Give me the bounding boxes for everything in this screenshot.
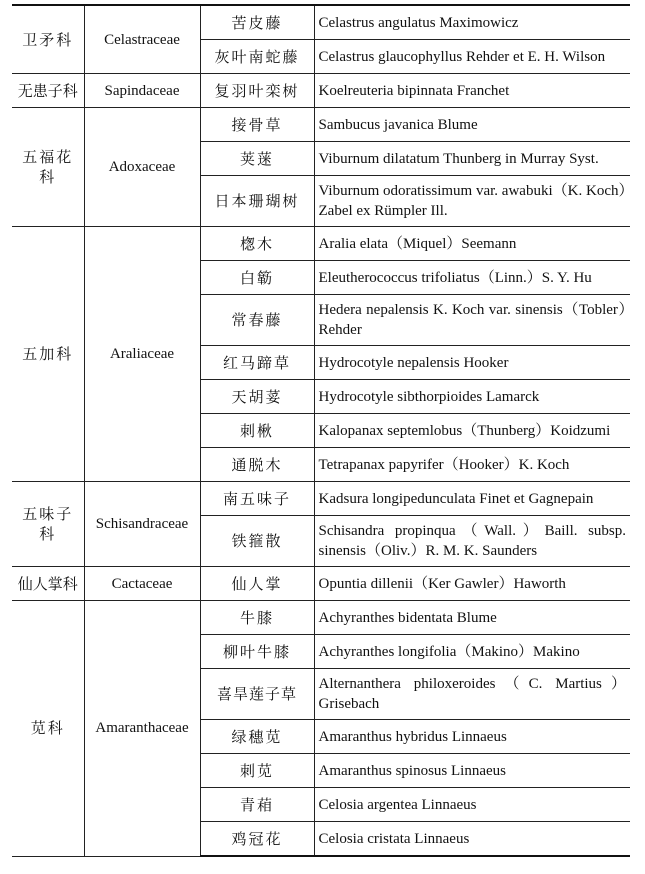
species-scientific-name: Hedera nepalensis K. Koch var. sinensis（Tobler）Rehder [314, 295, 630, 346]
species-scientific-name: Sambucus javanica Blume [314, 108, 630, 142]
family-latin-name: Schisandraceae [84, 482, 200, 567]
species-scientific-name: Viburnum odoratissimum var. awabuki（K. Koch）Zabel ex Rümpler Ill. [314, 176, 630, 227]
species-chinese-name: 日本珊瑚树 [200, 176, 314, 227]
species-chinese-name: 荚蒾 [200, 142, 314, 176]
species-scientific-name: Tetrapanax papyrifer（Hooker）K. Koch [314, 448, 630, 482]
species-scientific-name: Achyranthes longifolia（Makino）Makino [314, 635, 630, 669]
family-chinese-name: 卫矛科 [12, 5, 84, 74]
family-chinese-name: 五加科 [12, 227, 84, 482]
family-chinese-name: 苋科 [12, 601, 84, 857]
species-chinese-name: 红马蹄草 [200, 346, 314, 380]
species-chinese-name: 鸡冠花 [200, 822, 314, 857]
species-chinese-name: 青葙 [200, 788, 314, 822]
species-chinese-name: 南五味子 [200, 482, 314, 516]
species-scientific-name: Opuntia dillenii（Ker Gawler）Haworth [314, 567, 630, 601]
species-scientific-name: Alternanthera philoxeroides（C. Martius）Grisebach [314, 669, 630, 720]
species-chinese-name: 铁箍散 [200, 516, 314, 567]
species-scientific-name: Celastrus glaucophyllus Rehder et E. H. Wilson [314, 40, 630, 74]
species-scientific-name: Kalopanax septemlobus（Thunberg）Koidzumi [314, 414, 630, 448]
species-scientific-name: Hydrocotyle nepalensis Hooker [314, 346, 630, 380]
table-row [12, 567, 630, 601]
species-chinese-name: 白簕 [200, 261, 314, 295]
family-chinese-name: 无患子科 [12, 74, 84, 108]
species-scientific-name: Celosia cristata Linnaeus [314, 822, 630, 857]
species-chinese-name: 天胡荽 [200, 380, 314, 414]
species-chinese-name: 喜旱莲子草 [200, 669, 314, 720]
species-scientific-name: Amaranthus spinosus Linnaeus [314, 754, 630, 788]
species-scientific-name: Eleutherococcus trifoliatus（Linn.）S. Y. Hu [314, 261, 630, 295]
species-chinese-name: 仙人掌 [200, 567, 314, 601]
species-scientific-name: Celosia argentea Linnaeus [314, 788, 630, 822]
species-chinese-name: 刺楸 [200, 414, 314, 448]
species-scientific-name: Kadsura longipedunculata Finet et Gagnepain [314, 482, 630, 516]
family-latin-name: Cactaceae [84, 567, 200, 601]
species-chinese-name: 复羽叶栾树 [200, 74, 314, 108]
species-scientific-name: Hydrocotyle sibthorpioides Lamarck [314, 380, 630, 414]
species-scientific-name: Achyranthes bidentata Blume [314, 601, 630, 635]
species-chinese-name: 刺苋 [200, 754, 314, 788]
species-chinese-name: 通脱木 [200, 448, 314, 482]
table-row [12, 74, 630, 108]
species-chinese-name: 常春藤 [200, 295, 314, 346]
table-row [12, 227, 630, 261]
species-chinese-name: 接骨草 [200, 108, 314, 142]
family-latin-name: Araliaceae [84, 227, 200, 482]
species-chinese-name: 牛膝 [200, 601, 314, 635]
species-scientific-name: Amaranthus hybridus Linnaeus [314, 720, 630, 754]
species-chinese-name: 绿穗苋 [200, 720, 314, 754]
species-scientific-name: Schisandra propinqua（Wall.）Baill. subsp. sinensis（Oliv.）R. M. K. Saunders [314, 516, 630, 567]
table-row [12, 108, 630, 142]
table-row [12, 482, 630, 516]
family-latin-name: Celastraceae [84, 5, 200, 74]
table-row [12, 601, 630, 635]
table-row [12, 5, 630, 40]
species-scientific-name: Koelreuteria bipinnata Franchet [314, 74, 630, 108]
family-chinese-name: 五福花科 [12, 108, 84, 227]
species-scientific-name: Celastrus angulatus Maximowicz [314, 5, 630, 40]
family-latin-name: Sapindaceae [84, 74, 200, 108]
family-latin-name: Amaranthaceae [84, 601, 200, 857]
family-latin-name: Adoxaceae [84, 108, 200, 227]
species-chinese-name: 灰叶南蛇藤 [200, 40, 314, 74]
species-scientific-name: Aralia elata（Miquel）Seemann [314, 227, 630, 261]
species-scientific-name: Viburnum dilatatum Thunberg in Murray Syst. [314, 142, 630, 176]
species-chinese-name: 柳叶牛膝 [200, 635, 314, 669]
plant-species-table [12, 4, 630, 857]
species-chinese-name: 苦皮藤 [200, 5, 314, 40]
family-chinese-name: 五味子科 [12, 482, 84, 567]
species-chinese-name: 楤木 [200, 227, 314, 261]
family-chinese-name: 仙人掌科 [12, 567, 84, 601]
